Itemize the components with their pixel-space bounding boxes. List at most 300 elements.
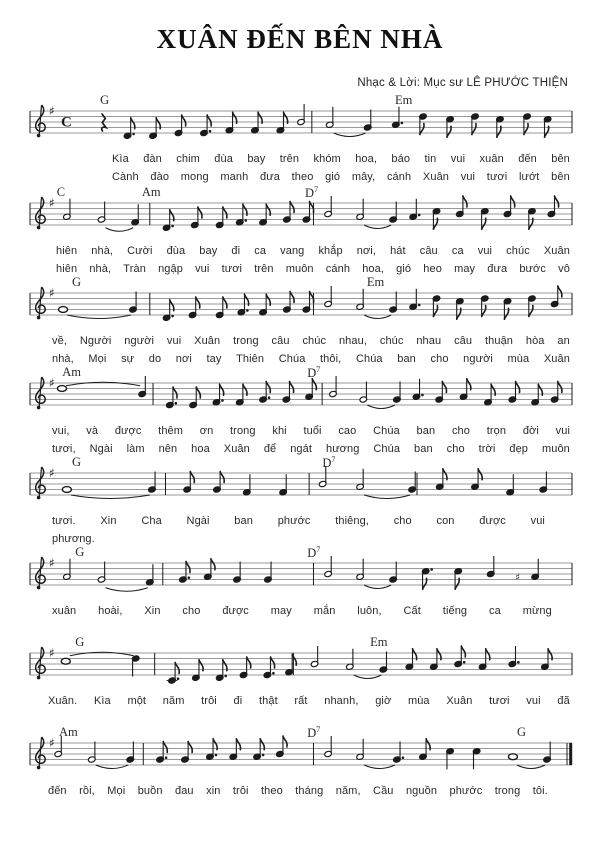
lyric-word: Xin bbox=[144, 605, 161, 617]
lyric-word: chúc bbox=[379, 335, 404, 347]
lyric-word: Người bbox=[79, 335, 112, 347]
sharp-accidental: ♯ bbox=[515, 572, 521, 584]
note bbox=[131, 204, 139, 226]
note bbox=[346, 649, 354, 671]
note bbox=[408, 472, 416, 494]
lyric-word: thôi, bbox=[320, 353, 342, 365]
note bbox=[356, 739, 364, 761]
note bbox=[276, 112, 287, 134]
lyric-line bbox=[52, 533, 95, 545]
chord-symbol: Em bbox=[366, 275, 385, 289]
lyric-word: đến bbox=[518, 153, 537, 165]
note bbox=[54, 736, 62, 758]
lyric-word: tin bbox=[424, 153, 437, 165]
lyric-word: trọn bbox=[486, 425, 507, 437]
staff-svg bbox=[0, 730, 600, 788]
note bbox=[393, 382, 401, 404]
tie-arc bbox=[364, 585, 391, 589]
note bbox=[409, 199, 420, 221]
note bbox=[61, 658, 70, 664]
note bbox=[97, 562, 105, 584]
key-signature-sharp: ♯ bbox=[49, 196, 55, 210]
note bbox=[259, 204, 270, 226]
staff-svg bbox=[0, 640, 600, 698]
note bbox=[389, 562, 397, 584]
lyric-word: mắn bbox=[313, 605, 336, 617]
lyric-word: cho bbox=[182, 605, 201, 617]
note bbox=[539, 472, 547, 494]
note bbox=[63, 199, 71, 221]
lyric-word: đi bbox=[231, 245, 241, 257]
key-signature-sharp: ♯ bbox=[49, 286, 55, 300]
note bbox=[419, 113, 427, 135]
lyric-word: đời bbox=[522, 425, 539, 437]
lyric-word: Mọi bbox=[88, 353, 107, 365]
key-signature-sharp: ♯ bbox=[49, 556, 55, 570]
lyric-word: gió bbox=[325, 171, 341, 183]
lyric-word: lướt bbox=[518, 171, 540, 183]
note bbox=[471, 469, 482, 491]
lyric-word: làm bbox=[126, 443, 145, 455]
note bbox=[422, 568, 433, 590]
lyric-word: thiêng, bbox=[335, 515, 369, 527]
lyric-word: sự bbox=[121, 353, 135, 365]
note bbox=[305, 379, 316, 401]
lyric-word: báo bbox=[391, 153, 411, 165]
note bbox=[148, 472, 156, 494]
lyric-word: Cầu bbox=[373, 785, 394, 797]
lyric-word: nhau, bbox=[338, 335, 367, 347]
lyric-word: đẹp bbox=[509, 443, 529, 455]
note bbox=[356, 289, 364, 311]
staff-system bbox=[0, 365, 600, 465]
note bbox=[446, 116, 454, 138]
treble-clef-icon bbox=[36, 557, 46, 589]
note bbox=[212, 384, 223, 406]
key-signature-sharp: ♯ bbox=[49, 104, 55, 118]
lyric-word: đưa bbox=[260, 171, 280, 183]
lyric-word: muôn bbox=[541, 443, 570, 455]
lyric-word: thật bbox=[258, 695, 278, 707]
lyric-word: Kìa bbox=[112, 153, 129, 165]
chord-symbol: G bbox=[71, 275, 82, 289]
note bbox=[389, 292, 397, 314]
treble-clef-icon bbox=[36, 647, 46, 679]
lyric-word: câu bbox=[419, 245, 438, 257]
lyric-word: Chúa bbox=[355, 353, 383, 365]
lyric-word: bên bbox=[551, 153, 570, 165]
lyric-line bbox=[48, 785, 548, 797]
lyric-line bbox=[52, 605, 552, 617]
lyric-word: vô bbox=[558, 263, 570, 275]
lyric-word: chúc bbox=[506, 245, 530, 257]
lyric-word: ơn bbox=[199, 425, 214, 437]
note bbox=[454, 568, 462, 590]
note bbox=[528, 295, 536, 317]
note bbox=[324, 196, 332, 218]
chord-symbol: Am bbox=[62, 365, 81, 379]
staff-svg bbox=[0, 460, 600, 518]
lyric-line bbox=[48, 695, 570, 707]
note bbox=[162, 300, 173, 322]
note bbox=[329, 376, 337, 398]
staff-svg bbox=[0, 190, 600, 248]
note bbox=[129, 292, 137, 314]
note bbox=[204, 559, 215, 581]
lyric-word: cho bbox=[446, 443, 465, 455]
note bbox=[484, 384, 495, 406]
lyric-word: nơi, bbox=[356, 245, 377, 257]
note bbox=[432, 295, 440, 317]
note bbox=[432, 208, 440, 230]
staff-system bbox=[0, 275, 600, 375]
lyric-word: trong bbox=[233, 335, 259, 347]
note bbox=[456, 298, 464, 320]
note bbox=[389, 202, 397, 224]
tie-arc bbox=[364, 225, 391, 229]
staff-svg bbox=[0, 98, 600, 156]
lyric-word: đến bbox=[48, 785, 67, 797]
tie-arc bbox=[67, 315, 131, 319]
tie-arc bbox=[106, 588, 148, 592]
lyric-word: cho bbox=[430, 353, 449, 365]
note bbox=[251, 112, 262, 134]
note bbox=[446, 748, 454, 770]
lyric-word: vui bbox=[450, 153, 466, 165]
lyric-word: câu bbox=[454, 335, 473, 347]
lyric-word: thêm bbox=[158, 425, 184, 437]
lyric-word: câu bbox=[271, 335, 290, 347]
tie-arc bbox=[364, 765, 395, 769]
note bbox=[478, 649, 489, 671]
note bbox=[506, 474, 514, 496]
lyric-word: tươi bbox=[489, 695, 510, 707]
composer-credit: Nhạc & Lời: Mục sư LÊ PHƯỚC THIỆN bbox=[357, 77, 568, 89]
staff-system bbox=[0, 725, 600, 825]
lyric-word: Tràn bbox=[123, 263, 146, 275]
lyric-word: ca bbox=[254, 245, 267, 257]
lyric-word: đùa bbox=[214, 153, 233, 165]
lyric-word: thuận bbox=[484, 335, 514, 347]
note bbox=[326, 107, 334, 129]
staff-svg bbox=[0, 550, 600, 608]
lyric-word: mùa bbox=[407, 695, 430, 707]
lyric-word: Chúa bbox=[373, 443, 401, 455]
note bbox=[206, 739, 217, 761]
lyric-word: Mọi bbox=[107, 785, 126, 797]
treble-clef-icon bbox=[36, 467, 46, 499]
lyric-word: trôi bbox=[201, 695, 217, 707]
chord-symbol: $D^7$ bbox=[307, 725, 321, 741]
lyric-word: vang bbox=[280, 245, 305, 257]
note bbox=[379, 652, 387, 674]
lyric-word: ban bbox=[414, 443, 433, 455]
note bbox=[392, 107, 403, 129]
lyric-word: năm bbox=[162, 695, 185, 707]
lyric-word: hoài, bbox=[98, 605, 123, 617]
lyric-word: nguồn bbox=[405, 785, 438, 797]
lyric-word: Kìa bbox=[93, 695, 111, 707]
note bbox=[88, 742, 96, 764]
chord-symbol: C bbox=[56, 185, 66, 199]
note bbox=[419, 739, 430, 761]
lyric-word: ban bbox=[234, 515, 253, 527]
lyric-word: Chúa bbox=[278, 353, 306, 365]
lyric-word: đau bbox=[175, 785, 194, 797]
lyric-word: hoa, bbox=[362, 263, 384, 275]
treble-clef-icon bbox=[36, 287, 46, 319]
lyric-word: ban bbox=[416, 425, 436, 437]
note bbox=[405, 649, 416, 671]
note bbox=[97, 202, 105, 224]
lyric-line bbox=[112, 171, 570, 183]
lyric-word: bên bbox=[551, 171, 570, 183]
note bbox=[57, 386, 66, 392]
lyric-word: mùa bbox=[507, 353, 530, 365]
chord-symbol: G bbox=[75, 545, 85, 559]
note bbox=[324, 556, 332, 578]
note bbox=[543, 116, 551, 138]
lyric-word: vui bbox=[477, 245, 493, 257]
song-title: XUÂN ĐẾN BÊN NHÀ bbox=[156, 24, 444, 54]
chord-symbol: $D^7$ bbox=[307, 365, 321, 381]
tie-arc bbox=[364, 495, 410, 499]
lyric-word: phước bbox=[449, 785, 483, 797]
lyric-word: xuân bbox=[52, 605, 77, 617]
note bbox=[62, 487, 71, 493]
tie-arc bbox=[367, 405, 395, 409]
lyric-word: nên bbox=[158, 443, 178, 455]
note bbox=[481, 295, 489, 317]
note bbox=[430, 649, 441, 671]
note bbox=[279, 474, 287, 496]
lyric-word: hát bbox=[390, 245, 406, 257]
lyric-word: ca bbox=[489, 605, 501, 617]
lyric-line bbox=[52, 443, 570, 455]
note bbox=[229, 739, 240, 761]
lyric-word: vui bbox=[526, 695, 541, 707]
lyric-word: mây, bbox=[351, 171, 376, 183]
lyric-word: hiên bbox=[56, 245, 78, 257]
note bbox=[409, 289, 420, 311]
note bbox=[192, 660, 203, 682]
staff-system bbox=[0, 635, 600, 735]
lyric-line bbox=[112, 153, 570, 165]
lyric-word: năm, bbox=[335, 785, 361, 797]
lyric-word: Xuân bbox=[446, 695, 473, 707]
note bbox=[503, 298, 511, 320]
lyric-word: theo bbox=[261, 785, 283, 797]
chord-symbol: $D^7$ bbox=[322, 455, 336, 471]
note bbox=[319, 466, 327, 488]
lyric-word: cho bbox=[451, 425, 470, 437]
treble-clef-icon bbox=[36, 737, 46, 769]
lyric-word: Xuân bbox=[543, 353, 570, 365]
lyric-word: đi bbox=[233, 695, 243, 707]
lyric-line bbox=[52, 335, 570, 347]
lyric-word: trên bbox=[279, 153, 300, 165]
lyric-word: cho bbox=[393, 515, 412, 527]
note bbox=[237, 294, 248, 316]
lyric-line bbox=[52, 353, 570, 365]
lyric-word: Xin bbox=[100, 515, 117, 527]
chord-symbol: G bbox=[100, 93, 110, 107]
lyric-word: trong bbox=[494, 785, 521, 797]
note bbox=[496, 116, 504, 138]
lyric-word: Xuân bbox=[223, 443, 250, 455]
note bbox=[236, 384, 247, 406]
lyric-word: đưa bbox=[487, 263, 508, 275]
lyric-word: nhà, bbox=[52, 353, 74, 365]
key-signature-sharp: ♯ bbox=[49, 376, 55, 390]
lyric-word: được bbox=[479, 515, 506, 527]
lyric-word: rất bbox=[294, 695, 308, 707]
lyric-word: cánh bbox=[386, 171, 412, 183]
note bbox=[310, 646, 318, 668]
lyric-word: trên bbox=[254, 263, 274, 275]
chord-symbol: Am bbox=[141, 185, 161, 199]
lyric-word: tôi. bbox=[532, 785, 548, 797]
note bbox=[528, 208, 536, 230]
treble-clef-icon bbox=[36, 197, 46, 229]
note bbox=[359, 382, 367, 404]
chord-symbol: Am bbox=[58, 725, 78, 739]
lyric-word: tươi. bbox=[52, 515, 76, 527]
lyric-word: ngập bbox=[158, 263, 183, 275]
note bbox=[162, 210, 173, 232]
lyric-word: cánh bbox=[325, 263, 351, 275]
lyric-word: Ngài bbox=[186, 515, 210, 527]
staff-system bbox=[0, 455, 600, 555]
note bbox=[531, 384, 542, 406]
note bbox=[243, 474, 251, 496]
lyric-word: chúc bbox=[302, 335, 327, 347]
lyric-word: vui bbox=[460, 171, 476, 183]
tie-arc bbox=[364, 315, 391, 319]
lyric-word: vui bbox=[555, 425, 570, 437]
note bbox=[225, 112, 236, 134]
lyric-word: giờ bbox=[375, 695, 392, 707]
lyric-word: Thiên bbox=[236, 353, 265, 365]
note bbox=[356, 559, 364, 581]
lyric-word: một bbox=[127, 695, 147, 707]
lyric-word: nhà, bbox=[89, 263, 112, 275]
lyric-word: nhà, bbox=[91, 245, 114, 257]
lyric-word: tươi, bbox=[52, 443, 76, 455]
lyric-word: tươi bbox=[486, 171, 508, 183]
lyric-word: nơi bbox=[175, 353, 192, 365]
note bbox=[481, 208, 489, 230]
chord-symbol: G bbox=[516, 725, 526, 739]
lyric-word: tháng bbox=[295, 785, 324, 797]
lyric-word: theo bbox=[291, 171, 314, 183]
lyric-word: manh bbox=[220, 171, 249, 183]
note bbox=[297, 104, 305, 126]
note bbox=[531, 559, 539, 581]
staff-system bbox=[0, 93, 600, 193]
lyric-word: vui bbox=[166, 335, 182, 347]
lyric-word: heo bbox=[423, 263, 442, 275]
lyric-word: trôi bbox=[232, 785, 249, 797]
lyric-word: xin bbox=[206, 785, 221, 797]
chord-symbol: Em bbox=[395, 93, 413, 107]
note bbox=[285, 654, 296, 676]
key-signature-sharp: ♯ bbox=[49, 736, 55, 750]
lyric-word: được bbox=[222, 605, 249, 617]
lyric-word: Cha bbox=[141, 515, 162, 527]
tie-arc bbox=[96, 765, 128, 769]
lyric-word: hiên bbox=[56, 263, 78, 275]
lyric-word: muôn bbox=[285, 263, 314, 275]
lyric-word: vui bbox=[530, 515, 545, 527]
note bbox=[412, 379, 423, 401]
key-signature-sharp: ♯ bbox=[49, 646, 55, 660]
staff-system bbox=[0, 185, 600, 285]
lyric-word: Xuân. bbox=[48, 695, 78, 707]
lyric-word: may bbox=[270, 605, 292, 617]
lyric-word: rồi, bbox=[79, 785, 95, 797]
lyric-word: Cười bbox=[127, 245, 153, 257]
lyric-word: đùa bbox=[166, 245, 186, 257]
lyric-word: Xuân bbox=[422, 171, 450, 183]
note bbox=[471, 113, 479, 135]
lyric-word: may bbox=[454, 263, 476, 275]
note bbox=[63, 559, 71, 581]
lyric-word: người bbox=[124, 335, 155, 347]
lyric-word: tươi bbox=[221, 263, 243, 275]
note bbox=[523, 113, 531, 135]
lyric-line bbox=[52, 515, 545, 527]
lyric-word: khóm bbox=[313, 153, 341, 165]
lyric-word: vui bbox=[195, 263, 210, 275]
time-signature: C bbox=[61, 114, 72, 131]
lyric-word: xuân bbox=[479, 153, 504, 165]
lyric-word: và bbox=[86, 425, 99, 437]
tie-arc bbox=[354, 675, 382, 679]
note bbox=[236, 204, 247, 226]
note bbox=[356, 199, 364, 221]
lyric-word: hoa bbox=[191, 443, 210, 455]
lyric-word: tiếng bbox=[442, 605, 468, 617]
lyric-word: đào bbox=[150, 171, 170, 183]
lyric-word: tay bbox=[206, 353, 222, 365]
lyric-word: Cất bbox=[403, 605, 421, 617]
note bbox=[459, 379, 470, 401]
lyric-word: nhau bbox=[416, 335, 442, 347]
staff-system bbox=[0, 545, 600, 645]
note bbox=[146, 564, 154, 586]
lyric-word: ban bbox=[397, 353, 416, 365]
note bbox=[138, 376, 146, 398]
lyric-word: tuổi bbox=[303, 425, 322, 437]
note bbox=[253, 739, 264, 761]
lyric-word: để bbox=[263, 443, 277, 455]
lyric-word: chim bbox=[176, 153, 200, 165]
lyric-word: do bbox=[148, 353, 162, 365]
lyric-word: cao bbox=[338, 425, 357, 437]
lyric-word: hoa, bbox=[355, 153, 378, 165]
lyric-word: Chúa bbox=[373, 425, 400, 437]
note bbox=[132, 655, 140, 677]
lyric-word: ca bbox=[451, 245, 464, 257]
note bbox=[168, 663, 179, 685]
chord-symbol: $D^7$ bbox=[305, 185, 319, 201]
note bbox=[59, 307, 68, 313]
lyric-word: bước bbox=[519, 263, 546, 275]
lyric-word: bay bbox=[199, 245, 218, 257]
key-signature-sharp: ♯ bbox=[49, 466, 55, 480]
lyric-word: Cành bbox=[112, 171, 139, 183]
